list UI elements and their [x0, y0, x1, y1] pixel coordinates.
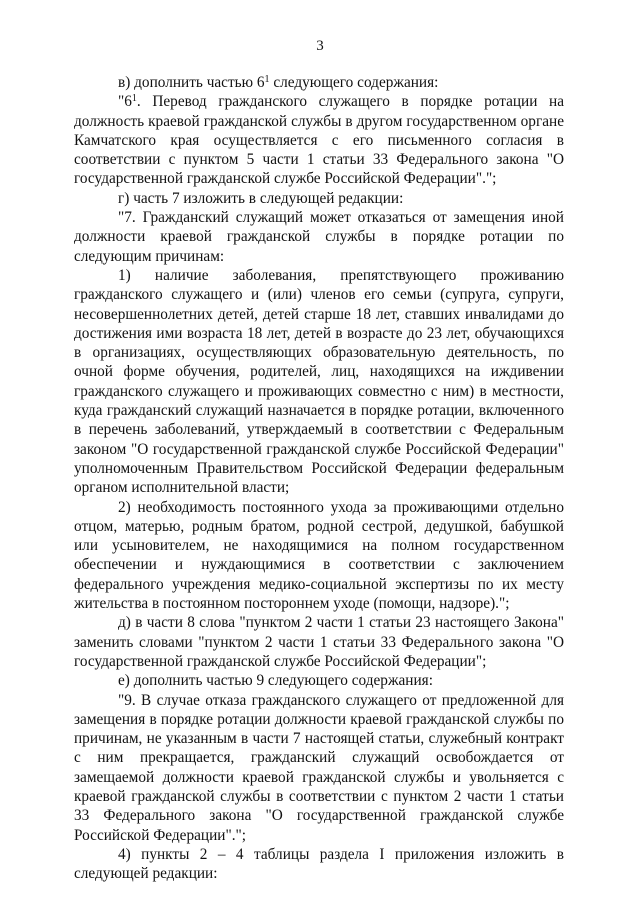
paragraph-text: следующего содержания:	[269, 74, 439, 91]
paragraph-amendment-e: е) дополнить частью 9 следующего содержания:	[118, 672, 433, 690]
superscript: 1	[264, 74, 270, 85]
document-body	[74, 73, 564, 883]
paragraph-item-4: 4) пункты 2 – 4 таблицы раздела I приложения изложить в следующей редакции:	[74, 845, 564, 883]
paragraph-part-9: "9. В случае отказа гражданского служащего от предложенной для замещения в порядке ротации должности краевой гражданской службы по причинам, не указанным в части 7 настоящей статьи, служебный контракт с ним прекращается, гражданский служащий освобождается от замещаемой должности краевой гражданской службы и увольняется с краевой гражданской службы в соответствии с пунктом 2 части 1 статьи 33 Федерального закона "О государственной гражданской службе Российской Федерации".";	[74, 691, 564, 844]
paragraph-item-1: 1) наличие заболевания, препятствующего проживанию гражданского служащего и (или) членов его семьи (супруга, супруги, несовершеннолетних детей, детей старше 18 лет, ставших инвалидами до достижения ими возраста 18 лет, детей в возрасте до 23 лет, обучающихся в организациях, осуществляющих образовательную деятельность, по очной форме обучения, родителей, лиц, находящихся на иждивении гражданского служащего и проживающих совместно с ним) в местности, куда гражданский служащий назначается в порядке ротации, включенного в перечень заболеваний, утверждаемый в соответствии с Федеральным законом "О государственной гражданской службе Российской Федерации" уполномоченным Правительством Российской Федерации федеральным органом исполнительной власти;	[74, 266, 564, 497]
superscript: 1	[131, 93, 137, 105]
paragraph-text: "6	[118, 93, 132, 111]
paragraph-amendment-g: г) часть 7 изложить в следующей редакции:	[118, 189, 404, 207]
paragraph-item-2: 2) необходимость постоянного ухода за проживающими отдельно отцом, матерью, родным братом, родной сестрой, дедушкой, бабушкой или усыновителем, не находящимися на полном государственном обеспечении и нуждающимися в соответствии с заключением федерального учреждения медико-социальной экспертизы по их месту жительства в постоянном постороннем уходе (помощи, надзоре).";	[74, 498, 564, 613]
page-number: 3	[316, 38, 324, 54]
paragraph-amendment-v	[74, 73, 564, 92]
paragraph-text: в) дополнить частью 6	[118, 74, 265, 91]
paragraph-part-6-1	[74, 92, 564, 188]
paragraph-part-7: "7. Гражданский служащий может отказаться от замещения иной должности краевой гражданской службы в порядке ротации по следующим причинам:	[74, 209, 564, 265]
paragraph-text: . Перевод гражданского служащего в порядке ротации на должность краевой гражданской службы в другом государственном органе Камчатского края осуществляется с его письменного согласия в соответствии с пунктом 5 части 1 статьи 33 Федерального закона "О государственной гражданской службе Российской Федерации".";	[74, 93, 564, 188]
paragraph-amendment-d: д) в части 8 слова "пунктом 2 части 1 статьи 23 настоящего Закона" заменить словами "пунктом 2 части 1 статьи 33 Федерального закона "О государственной гражданской службе Российской Федерации";	[74, 614, 564, 670]
